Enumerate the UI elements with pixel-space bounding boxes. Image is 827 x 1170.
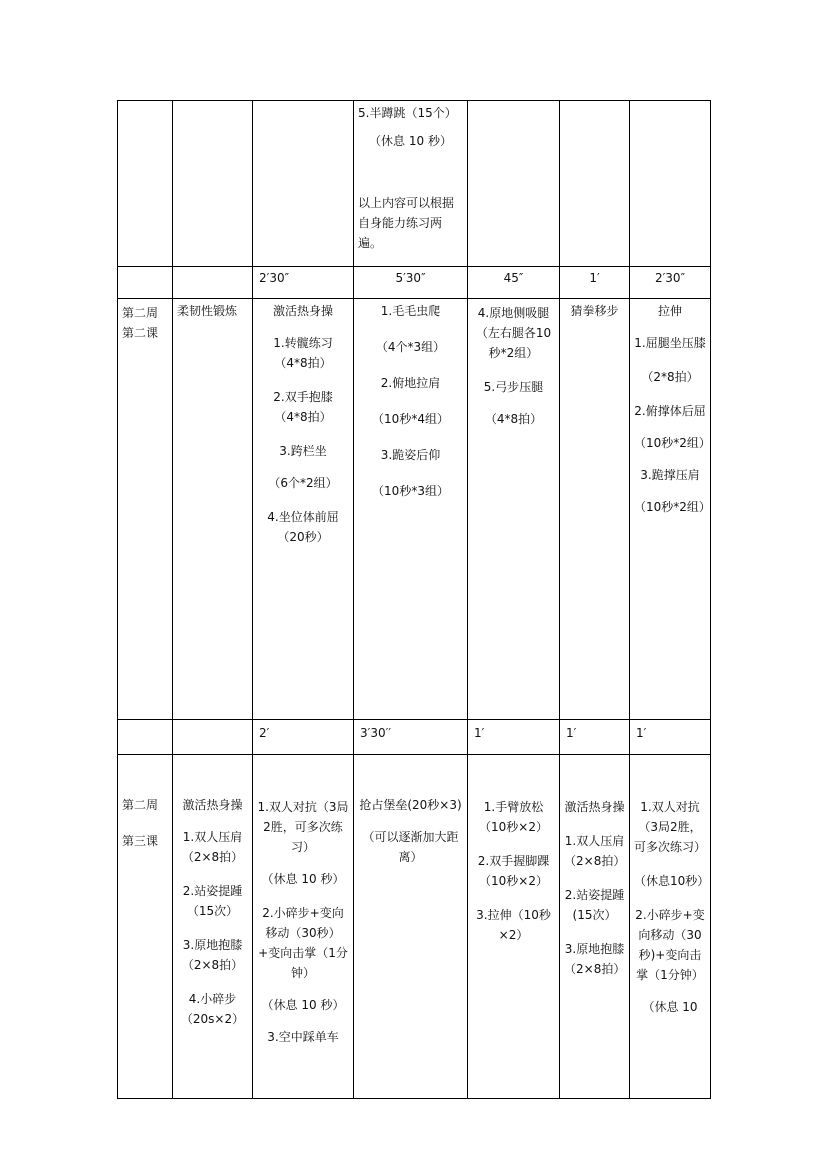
rest-note: （休息 10 秒） [369,134,452,148]
exercise-line: 1.双人压肩（2×8拍） [181,830,244,864]
exercise-line: （休息10秒） [634,874,710,888]
lesson-plan-table [117,100,711,1099]
duration: 1′ [566,726,577,740]
exercise-line: （10秒*2组） [634,500,711,514]
table-cell [630,755,711,1099]
table-cell [468,101,560,267]
exercise-line: （10秒*2组） [634,436,711,450]
table-cell [354,267,468,299]
duration: 1′ [474,726,485,740]
table-cell [630,299,711,720]
table-cell [253,101,354,267]
table-cell [560,267,630,299]
table-cell [118,299,173,720]
lesson-label: 第二周第二课 [122,306,159,340]
table-cell [468,720,560,755]
table-cell [468,267,560,299]
table-cell [173,755,253,1099]
table-cell [560,755,630,1099]
exercise-line: （10秒*3组） [372,484,449,498]
duration: 3′30′′ [360,726,392,740]
lesson-label: 第三课 [122,834,159,848]
exercise-line: （6个*2组） [268,476,338,490]
table-cell [560,720,630,755]
table-cell [468,299,560,720]
table-cell [630,101,711,267]
duration: 5′30″ [395,271,426,285]
lesson-topic: 柔韧性锻炼 [177,304,238,318]
duration: 1′ [589,271,600,285]
table-cell [118,101,173,267]
table-cell [560,299,630,720]
exercise-line: 3.跨栏坐 [279,444,327,458]
exercise-line: 2.小碎步+变向移动（30秒）+变向击掌（1分钟） [258,906,348,980]
duration: 2′ [259,726,270,740]
exercise-line: 拉伸 [657,304,682,318]
lesson-label: 第二周 [122,798,159,812]
exercise-line: 4.坐位体前屈（20秒） [267,510,339,544]
table-cell [118,755,173,1099]
exercise-line: 2.俯地拉肩 [380,376,441,390]
exercise-line: 抢占堡垒(20秒×3) [359,798,462,812]
table-cell [173,267,253,299]
exercise-line: 2.站姿提踵（15次） [182,884,243,918]
exercise-line: 1.屈腿坐压膝 [634,336,706,350]
duration: 1′ [636,726,647,740]
table-row [118,267,711,299]
exercise-line: （休息 10 秒） [261,872,345,886]
exercise-line: （2*8拍） [641,370,699,384]
table-cell [173,101,253,267]
exercise-line: 2.双手抱膝（4*8拍） [273,390,333,424]
table-cell [253,299,354,720]
duration: 2′30″ [654,271,686,285]
exercise-line: （休息 10 秒） [261,998,345,1012]
table-cell [118,267,173,299]
exercise-line: （4*8拍） [484,412,543,426]
exercise-line: （10秒*4组） [372,412,449,426]
activity-line: 猜拳移步 [570,304,619,318]
duration: 45″ [503,271,524,285]
exercise-line: 激活热身操 [272,304,333,318]
exercise-line: 5.半蹲跳（15个） [358,106,457,120]
table-cell [253,755,354,1099]
exercise-line: 3.跪姿后仰 [380,448,441,462]
exercise-line: 4.小碎步（20s×2） [180,992,245,1026]
table-row [118,299,711,720]
table-cell [630,267,711,299]
exercise-line: 3.空中踩单车 [267,1030,339,1044]
table-cell [354,299,468,720]
table-row [118,755,711,1099]
table-cell [630,720,711,755]
exercise-line: 3.原地抱膝（2×8拍） [564,942,626,976]
exercise-line: 1.双人压肩（2×8拍） [564,834,626,868]
table-cell [468,755,560,1099]
table-cell [118,720,173,755]
exercise-line: （可以逐渐加大距离） [362,830,459,864]
exercise-line: 1.双人对抗（3局2胜，可多次练习） [634,800,707,854]
exercise-line: 1.手臂放松（10秒×2） [479,800,548,834]
table-cell [173,720,253,755]
exercise-line: 2.双手握脚踝（10秒×2） [477,854,550,888]
table-cell [173,299,253,720]
table-cell [560,101,630,267]
exercise-line: 1.转髋练习（4*8拍） [273,336,333,370]
exercise-line: 2.小碎步+变向移动（30秒)+变向击掌（1分钟） [635,908,705,982]
exercise-line: 1.毛毛虫爬 [380,304,441,318]
table-cell [354,720,468,755]
table-cell [253,267,354,299]
table-row [118,101,711,267]
exercise-line: 激活热身操 [182,798,243,812]
exercise-line: 1.双人对抗（3局2胜，可多次练习） [257,800,349,854]
exercise-line: 3.跪撑压肩 [640,468,700,482]
exercise-line: 5.弓步压腿 [483,380,544,394]
table-cell [354,101,468,267]
exercise-line: 激活热身操 [564,800,625,814]
exercise-line: 3.拉伸（10秒×2） [476,908,551,942]
exercise-line: 4.原地侧吸腿（左右腿各10秒*2组） [475,306,552,360]
exercise-line: （休息 10 [642,1000,698,1014]
exercise-line: 2.俯撑体后屈 [634,404,706,418]
table-cell [253,720,354,755]
table-cell [354,755,468,1099]
duration: 2′30″ [259,271,290,285]
exercise-line: 3.原地抱膝（2×8拍） [181,938,244,972]
exercise-line: 2.站姿提踵(15次） [564,888,625,922]
note-line: 以上内容可以根据自身能力练习两遍。 [358,196,455,250]
exercise-line: （4个*3组） [375,340,446,354]
table-row [118,720,711,755]
